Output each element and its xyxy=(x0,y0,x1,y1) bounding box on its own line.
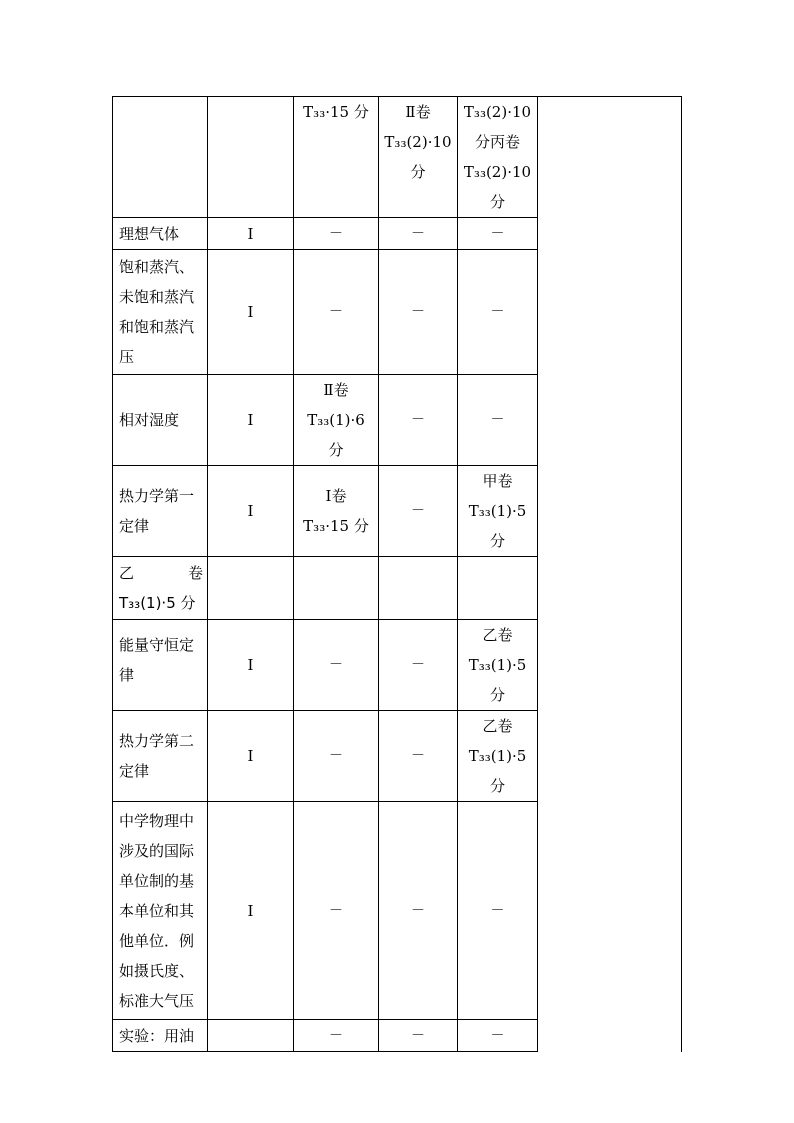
score-cell: － xyxy=(458,375,538,466)
score-cell xyxy=(458,557,538,620)
level-cell: Ⅰ xyxy=(208,375,294,466)
level-cell: Ⅰ xyxy=(208,802,294,1020)
score-cell: Ⅱ卷 T₃₃(1)·6 分 xyxy=(294,375,379,466)
level-cell xyxy=(208,97,294,218)
topic-cell: 实验：用油 xyxy=(113,1020,208,1052)
score-cell: － xyxy=(294,1020,379,1052)
topic-cell: 相对湿度 xyxy=(113,375,208,466)
level-cell xyxy=(208,1020,294,1052)
topic-cell: 热力学第一 定律 xyxy=(113,466,208,557)
score-cell: － xyxy=(379,1020,458,1052)
score-cell: － xyxy=(458,1020,538,1052)
score-cell: － xyxy=(294,711,379,802)
score-cell: － xyxy=(294,218,379,250)
topic-cell: 饱和蒸汽、 未饱和蒸汽 和饱和蒸汽 压 xyxy=(113,250,208,375)
table-row xyxy=(113,97,682,218)
score-cell: － xyxy=(294,620,379,711)
level-cell: Ⅰ xyxy=(208,466,294,557)
score-cell: T₃₃·15 分 xyxy=(294,97,379,218)
score-cell: Ⅱ卷 T₃₃(2)·10 分 xyxy=(379,97,458,218)
score-cell: T₃₃(2)·10 分丙卷 T₃₃(2)·10 分 xyxy=(458,97,538,218)
topic-cell: 乙 卷 T₃₃(1)·5 分 xyxy=(113,557,208,620)
score-cell xyxy=(294,557,379,620)
score-cell: Ⅰ卷 T₃₃·15 分 xyxy=(294,466,379,557)
score-cell: － xyxy=(294,802,379,1020)
score-cell: － xyxy=(458,802,538,1020)
score-cell: － xyxy=(379,802,458,1020)
level-cell xyxy=(208,557,294,620)
score-cell: － xyxy=(379,711,458,802)
score-cell xyxy=(379,557,458,620)
topic-cell: 能量守恒定 律 xyxy=(113,620,208,711)
score-cell: － xyxy=(458,250,538,375)
exam-topic-table xyxy=(112,96,682,1052)
notes-column xyxy=(538,97,682,1052)
level-cell: Ⅰ xyxy=(208,250,294,375)
score-cell: 甲卷 T₃₃(1)·5 分 xyxy=(458,466,538,557)
score-cell: － xyxy=(379,620,458,711)
score-cell: － xyxy=(379,250,458,375)
score-cell: － xyxy=(379,218,458,250)
score-cell: － xyxy=(379,375,458,466)
topic-cell: 热力学第二 定律 xyxy=(113,711,208,802)
score-cell: 乙卷 T₃₃(1)·5 分 xyxy=(458,711,538,802)
topic-cell: 中学物理中 涉及的国际 单位制的基 本单位和其 他单位．例 如摄氏度、 标准大气压 xyxy=(113,802,208,1020)
topic-cell: 理想气体 xyxy=(113,218,208,250)
score-cell: － xyxy=(379,466,458,557)
level-cell: Ⅰ xyxy=(208,711,294,802)
score-cell: － xyxy=(458,218,538,250)
score-cell: － xyxy=(294,250,379,375)
level-cell: Ⅰ xyxy=(208,218,294,250)
topic-cell xyxy=(113,97,208,218)
level-cell: Ⅰ xyxy=(208,620,294,711)
score-cell: 乙卷 T₃₃(1)·5 分 xyxy=(458,620,538,711)
